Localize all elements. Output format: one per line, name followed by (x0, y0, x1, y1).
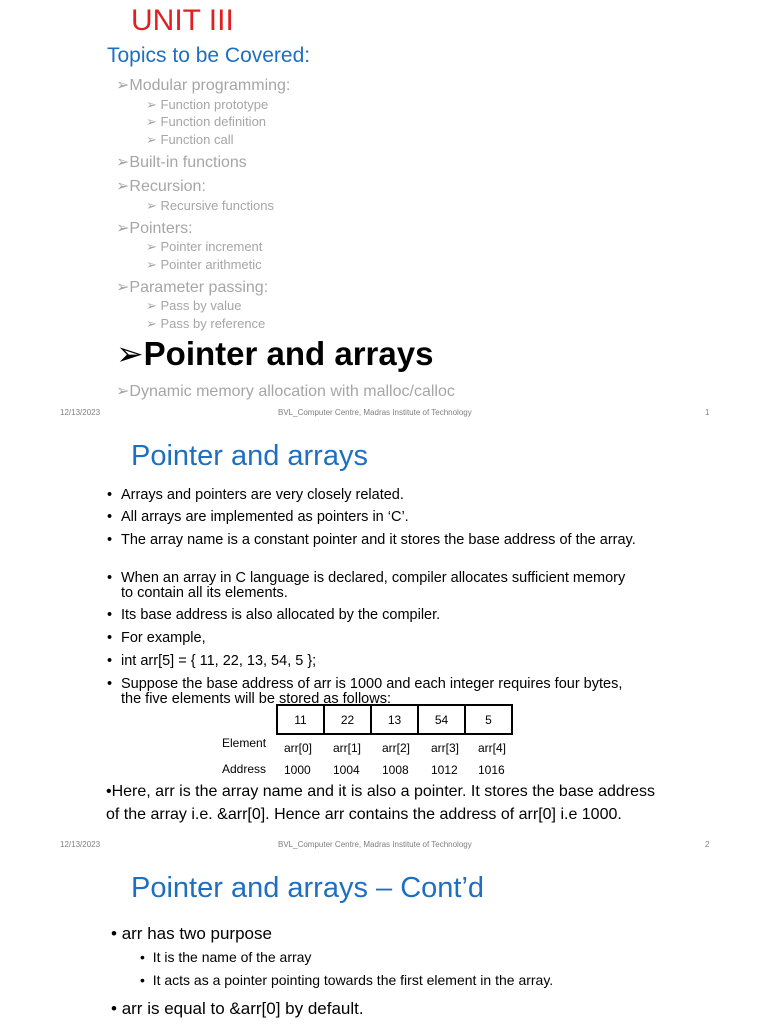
bullet-item: • Arrays and pointers are very closely related. (107, 487, 404, 503)
bullet-item: • Its base address is also allocated by the compiler. (107, 607, 441, 623)
topic-item: ➢Recursion: (116, 178, 206, 195)
bullet-item: • All arrays are implemented as pointers in ‘C’. (107, 509, 409, 525)
bullet-item: • The array name is a constant pointer and it stores the base address of the array. (107, 532, 636, 548)
array-cell: 13 (371, 705, 418, 734)
bullet-item: • int arr[5] = { 11, 22, 13, 54, 5 }; (107, 653, 317, 669)
footer-page: 1 (705, 408, 710, 417)
array-cell: 11 (277, 705, 324, 734)
address-value: 1000 (284, 763, 311, 777)
subtopic-item: ➢ Function prototype (146, 97, 269, 112)
footer-page: 2 (705, 840, 710, 849)
topic-item: ➢Pointers: (116, 220, 193, 237)
topic-item: ➢Parameter passing: (116, 279, 269, 296)
element-name: arr[2] (382, 741, 411, 755)
element-name: arr[3] (431, 741, 460, 755)
subtopic-item: ➢ Pass by value (146, 298, 242, 313)
subtopic-item: ➢ Pointer increment (146, 239, 263, 254)
subtopic-item: ➢ Recursive functions (146, 198, 274, 213)
footer-date: 12/13/2023 (60, 408, 101, 417)
topic-item: ➢Built-in functions (116, 154, 247, 171)
array-cell: 5 (465, 705, 512, 734)
element-name: arr[4] (478, 741, 507, 755)
bullet-item: • When an array in C language is declared, compiler allocates sufficient memory to contain all its elements. (107, 570, 626, 601)
subtopic-item: ➢ Pointer arithmetic (146, 257, 262, 272)
slide-title: Pointer and arrays (131, 440, 368, 472)
subtopic-item: ➢ Pass by reference (146, 316, 266, 331)
topics-heading: Topics to be Covered: (107, 44, 311, 67)
address-value: 1016 (478, 763, 505, 777)
bullet-item: • Suppose the base address of arr is 1000 and each integer requires four bytes, the five elements will be stored as follows: (107, 676, 623, 707)
slide-2 (0, 432, 768, 852)
subtopic-item: ➢ Function call (146, 132, 234, 147)
topic-item: ➢Dynamic memory allocation with malloc/calloc (116, 383, 455, 400)
array-cell: 54 (418, 705, 465, 734)
slide-3 (0, 852, 768, 1024)
element-name: arr[1] (333, 741, 362, 755)
footer-date: 12/13/2023 (60, 840, 101, 849)
bullet-item: • For example, (107, 630, 206, 646)
current-topic: ➢Pointer and arrays (116, 335, 434, 372)
address-value: 1004 (333, 763, 360, 777)
element-label: Element (222, 736, 267, 750)
slide-1 (0, 0, 768, 432)
explanation-text: •Here, arr is the array name and it is also a pointer. It stores the base address of the array i.e. &arr[0]. Hence arr contains the address of arr[0] i.e 1000. (106, 783, 655, 823)
sub-bullet-item: • It acts as a pointer pointing towards the first element in the array. (140, 972, 554, 988)
footer-center: BVL_Computer Centre, Madras Institute of Technology (278, 408, 472, 417)
subtopic-item: ➢ Function definition (146, 114, 267, 129)
slide-title: Pointer and arrays – Cont’d (131, 872, 485, 904)
unit-title: UNIT III (131, 4, 234, 37)
element-name: arr[0] (284, 741, 313, 755)
bullet-item: • arr has two purpose (111, 924, 272, 943)
array-cells (276, 704, 513, 735)
address-value: 1008 (382, 763, 409, 777)
sub-bullet-item: • It is the name of the array (140, 949, 312, 965)
bullet-item: • arr is equal to &arr[0] by default. (111, 999, 364, 1018)
footer-center: BVL_Computer Centre, Madras Institute of Technology (278, 840, 472, 849)
address-value: 1012 (431, 763, 458, 777)
topic-item: ➢Modular programming: (116, 77, 291, 94)
address-label: Address (222, 762, 267, 776)
array-cell: 22 (324, 705, 371, 734)
